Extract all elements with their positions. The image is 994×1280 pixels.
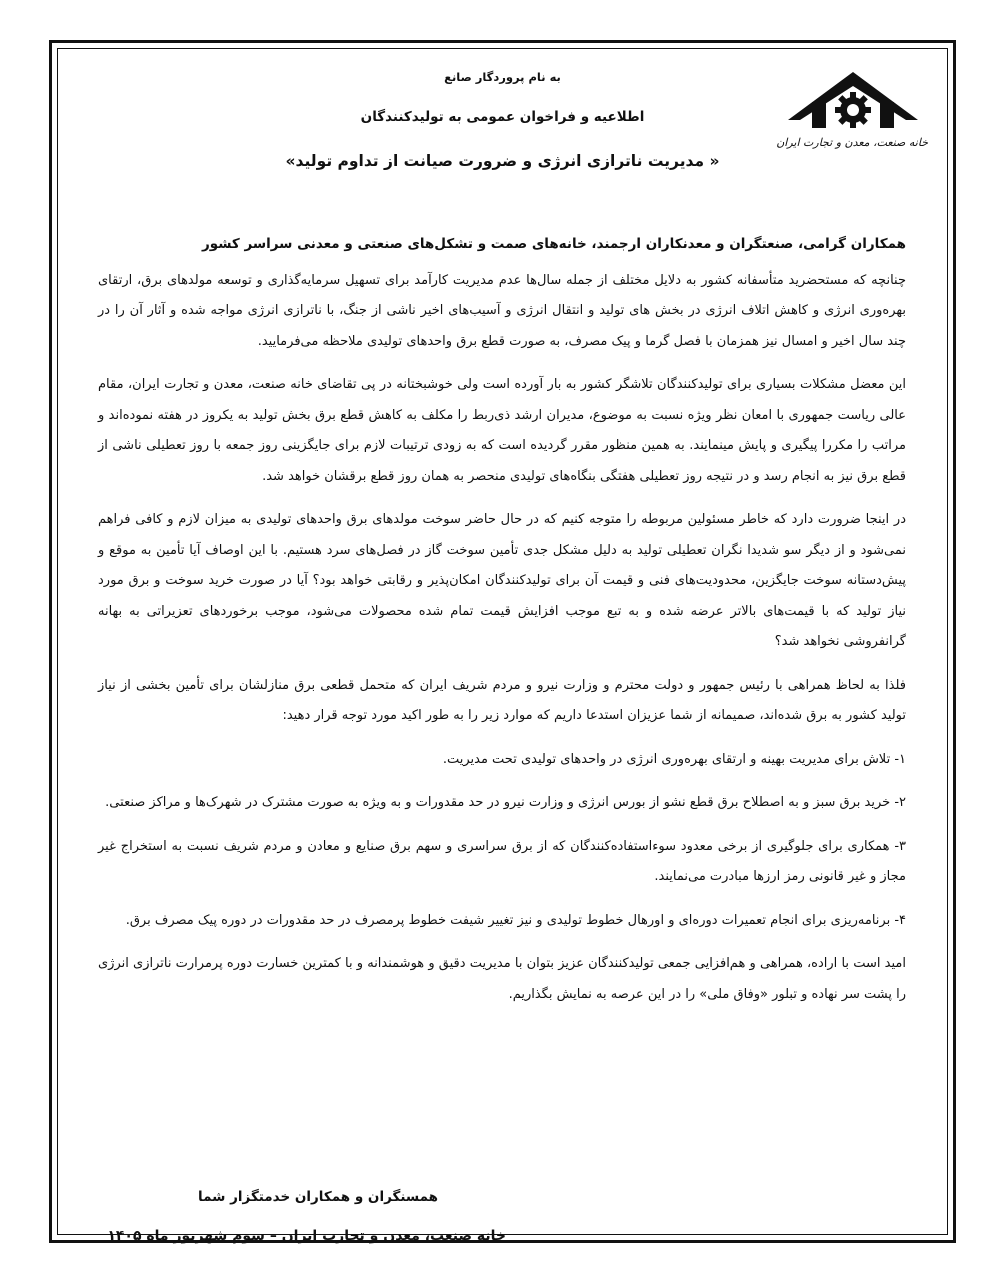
paragraph-intro: چنانچه که مستحضرید متأسفانه کشور به دلایل مختلف از جمله سال‌ها عدم مدیریت کارآمد برای تسهیل سرمایه‌گذاری و توسعه مولدهای برق، ارتقای بهره‌وری انرژی و کاهش اتلاف انرژی در بخش های تولید و انتقال انرژی و آسیب‌های اخیر ناشی از جنگ، با ناترازی انرژی مواجه شده و آثار آن را در چند سال اخیر و امسال نیز همزمان با فصل گرما و پیک مصرف، به صورت قطع برق واحدهای تولیدی ملاحظه می‌فرمایید. bbox=[98, 272, 906, 349]
signature-line-1: همسنگران و همکاران خدمتگزار شما bbox=[198, 1189, 438, 1205]
document-title: « مدیریت ناترازی انرژی و ضرورت صیانت از تداوم تولید» bbox=[285, 152, 720, 170]
letter-body bbox=[98, 229, 906, 1023]
paragraph-problems: این معضل مشکلات بسیاری برای تولیدکنندگان تلاشگر کشور به بار آورده است ولی خوشبختانه در پی تقاضای خانه صنعت، معدن و تجارت ایران، مقام عالی ریاست جمهوری با امعان نظر ویژه نسبت به موضوع، مدیران ارشد ذی‌ربط را مکلف به کاهش قطع برق بخش تولید به یکروز در هفته نموده‌اند و مراتب را مکررا پیگیری و پایش مینمایند. به همین منظور مقرر گردیده است که به زودی ترتیبات لازم برای جایگزینی روز جمعه با روز تعطیلی ناشی از قطع برق نیز به انجام رسد و در نتیجه روز تعطیلی هفتگی بنگاه‌های تولیدی منحصر به همان روز قطع برقشان خواهد شد. bbox=[98, 377, 906, 484]
paragraph-concerns: در اینجا ضرورت دارد که خاطر مسئولین مربوطه را متوجه کنیم که در حال حاضر سوخت مولدهای برق واحدهای تولیدی به میزان لازم و کافی فراهم نمی‌شود و از دیگر سو شدیدا نگران تعطیلی تولید به دلیل مشکل جدی تأمین سوخت گاز در فصل‌های سرد هستیم. با این اوصاف آیا تأمین به موقع و پیش‌دستانه سوخت جایگزین، محدودیت‌های فنی و قیمت آن برای تولیدکنندگان امکان‌پذیر و رقابتی خواهد بود؟ آیا در صورت خرید سوخت و برق مورد نیاز تولید که با قیمت‌های بالاتر عرضه شده و به تبع موجب افزایش قیمت تمام شده محصولات می‌شود، موجب برخوردهای تعزیراتی به بهانه گرانفروشی نخواهد شد؟ bbox=[98, 512, 906, 649]
list-item-1: ۱- تلاش برای مدیریت بهینه و ارتقای بهره‌وری انرژی در واحدهای تولیدی تحت مدیریت. bbox=[442, 751, 906, 767]
salutation: همکاران گرامی، صنعتگران و معدنکاران ارجمند، خانه‌های صمت و تشکل‌های صنعتی و معدنی سراسر کشور bbox=[201, 236, 906, 252]
list-item-4: ۴- برنامه‌ریزی برای انجام تعمیرات دوره‌ای و اورهال خطوط تولیدی و نیز تغییر شیفت خطوط پرمصرف در حد مقدورات در دوره پیک مصرف برق. bbox=[125, 912, 906, 928]
list-item-3: ۳- همکاری برای جلوگیری از برخی معدود سوءاستفاده‌کنندگان که از برق سراسری و سهم برق صنایع و معادن و مردم شریف نسبت به استخراج غیر مجاز و غیر قانونی رمز ارزها مبادرت می‌نمایند. bbox=[98, 838, 906, 884]
paragraph-request: فلذا به لحاظ همراهی با رئیس جمهور و دولت محترم و وزارت نیرو و مردم شریف ایران که متحمل قطعی برق منازلشان برای تأمین بخشی از نیاز تولید کشور به برق شده‌اند، صمیمانه از شما عزیزان استدعا داریم که موارد زیر را به طور اکید مورد توجه قرار دهید: bbox=[98, 677, 906, 723]
list-item-2: ۲- خرید برق سبز و به اصطلاح برق قطع نشو از بورس انرژی و وزارت نیرو در حد مقدورات و به ویژه به صورت مشترک در شهرک‌ها و مراکز صنعتی. bbox=[105, 795, 906, 810]
document-page bbox=[49, 40, 956, 1243]
logo-caption: خانه صنعت، معدن و تجارت ایران bbox=[776, 136, 928, 149]
paragraph-closing: امید است با اراده، همراهی و هم‌افزایی جمعی تولیدکنندگان عزیز بتوان با مدیریت دقیق و هوشمندانه و با کمترین خسارت دوره پرمرارت ناترازی انرژی را پشت سر نهاده و تبلور «وفاق ملی» را در این عرصه به نمایش بگذاریم. bbox=[98, 956, 906, 1002]
signature-line-2: خانه صنعت، معدن و تجارت ایران – سوم شهریور ماه ۱۴۰۵ bbox=[107, 1228, 506, 1244]
bismillah-heading: به نام پروردگار صانع bbox=[444, 70, 561, 84]
announcement-heading: اطلاعیه و فراخوان عمومی به تولیدکنندگان bbox=[360, 109, 645, 125]
